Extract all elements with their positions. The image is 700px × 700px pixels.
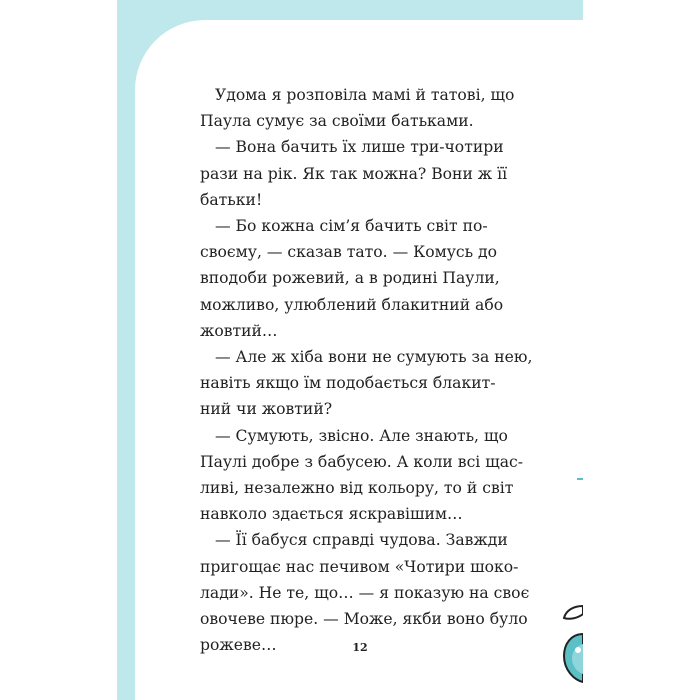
text-line: ний чи жовтий? [200,400,333,419]
text-line: — Сумують, звісно. Але знають, що [215,426,508,445]
text-line: ливі, незалежно від кольору, то й світ [200,479,514,498]
text-line: Удома я розповіла мамі й татові, що [215,86,515,104]
decorative-dash [577,478,583,480]
text-line: Паулі добре з бабусею. А коли всі щас- [200,452,524,471]
text-line: — Вона бачить їх лише три-чотири [215,138,504,157]
text-line: лади». Не те, що… — я показую на своє [200,583,530,602]
text-line: можливо, улюблений блакитний або [200,295,504,314]
text-line: овочеве пюре. — Може, якби воно було [200,610,528,629]
text-line: жовтий… [200,321,278,340]
body-text [200,82,545,658]
text-line: батьки! [200,190,263,209]
leaf-illustration-icon [556,600,583,700]
text-line: Паула сумує за своїми батьками. [200,112,474,131]
text-line: — Її бабуся справді чудова. Завжди [215,531,508,550]
text-line: пригощає нас печивом «Чотири шоко- [200,557,519,576]
text-line: рожеве… [200,636,277,655]
text-line: своєму, — сказав тато. — Комусь до [200,243,498,262]
text-line: вподоби рожевий, а в родині Паули, [200,269,500,288]
text-line: — Бо кожна сім’я бачить світ по- [215,217,488,236]
page-number: 12 [352,641,368,654]
text-line: навколо здається яскравішим… [200,505,463,524]
text-line: навіть якщо їм подобається блакит- [200,374,496,393]
text-line: — Але ж хіба вони не сумують за нею, [215,348,533,367]
text-line: рази на рік. Як так можна? Вони ж її [200,164,508,183]
